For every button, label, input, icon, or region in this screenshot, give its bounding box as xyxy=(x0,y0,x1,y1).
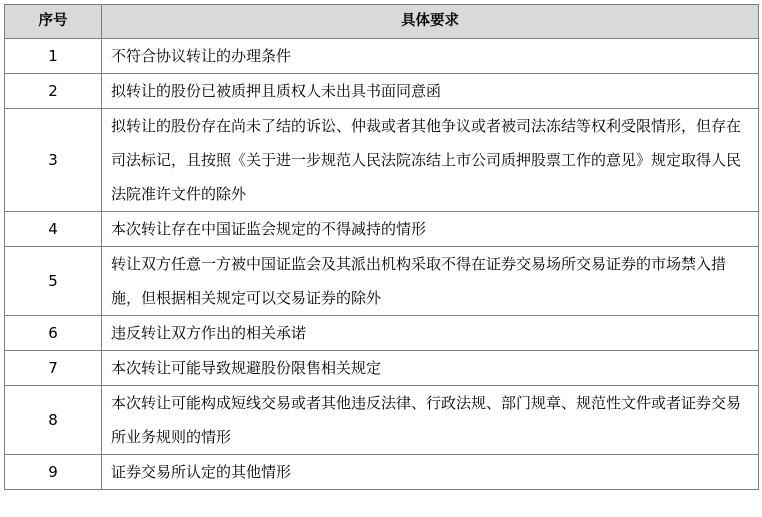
row-number: 3 xyxy=(5,109,102,212)
row-requirement: 本次转让可能构成短线交易或者其他违反法律、行政法规、部门规章、规范性文件或者证券交易所业务规则的情形 xyxy=(102,386,759,455)
row-requirement: 拟转让的股份已被质押且质权人未出具书面同意函 xyxy=(102,74,759,109)
table-row xyxy=(5,247,759,316)
table-row xyxy=(5,109,759,212)
row-requirement: 违反转让双方作出的相关承诺 xyxy=(102,316,759,351)
header-serial-number: 序号 xyxy=(5,5,102,39)
row-number: 7 xyxy=(5,351,102,386)
requirements-table xyxy=(4,4,759,490)
row-requirement: 本次转让可能导致规避股份限售相关规定 xyxy=(102,351,759,386)
row-number: 6 xyxy=(5,316,102,351)
header-specific-requirements: 具体要求 xyxy=(102,5,759,39)
row-requirement: 拟转让的股份存在尚未了结的诉讼、仲裁或者其他争议或者被司法冻结等权利受限情形，但存在司法标记，且按照《关于进一步规范人民法院冻结上市公司质押股票工作的意见》规定取得人民法院准许文件的除外 xyxy=(102,109,759,212)
table-row xyxy=(5,212,759,247)
table-header-row xyxy=(5,5,759,39)
table-row xyxy=(5,386,759,455)
row-number: 8 xyxy=(5,386,102,455)
table-row xyxy=(5,455,759,490)
table-row xyxy=(5,39,759,74)
table-row xyxy=(5,316,759,351)
row-number: 5 xyxy=(5,247,102,316)
row-requirement: 转让双方任意一方被中国证监会及其派出机构采取不得在证券交易场所交易证券的市场禁入措施，但根据相关规定可以交易证券的除外 xyxy=(102,247,759,316)
row-number: 1 xyxy=(5,39,102,74)
row-requirement: 不符合协议转让的办理条件 xyxy=(102,39,759,74)
row-number: 4 xyxy=(5,212,102,247)
row-number: 9 xyxy=(5,455,102,490)
row-requirement: 本次转让存在中国证监会规定的不得减持的情形 xyxy=(102,212,759,247)
row-requirement: 证券交易所认定的其他情形 xyxy=(102,455,759,490)
table-row xyxy=(5,74,759,109)
table-row xyxy=(5,351,759,386)
requirements-table-container xyxy=(4,4,758,490)
row-number: 2 xyxy=(5,74,102,109)
